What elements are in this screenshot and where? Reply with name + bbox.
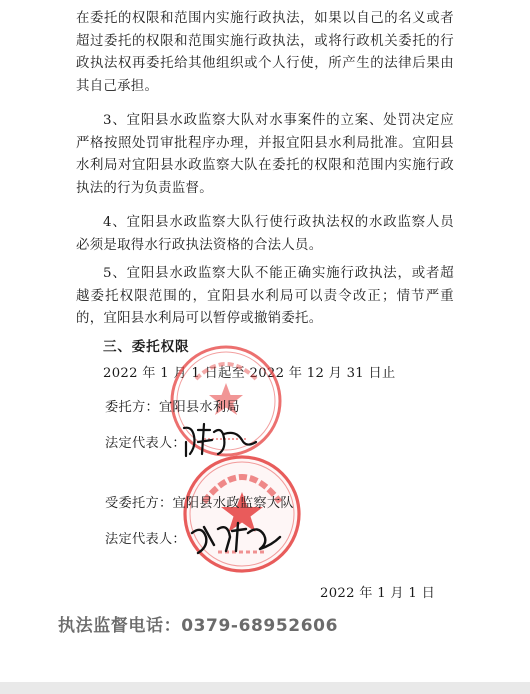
paragraph-item-3: 3、宜阳县水政监察大队对水事案件的立案、处罚决定应严格按照处罚审批程序办理，并报宜阳县水利局批准。宜阳县水利局对宜阳县水政监察大队在委托的权限和范围内实施行政执法的行为负责监督。 [76, 113, 454, 196]
entrust-period: 2022 年 1 月 1 日起至 2022 年 12 月 31 日止 [103, 366, 396, 381]
entruster-name: 宜阳县水利局 [158, 400, 240, 415]
paragraph-item-5: 5、宜阳县水政监察大队不能正确实施行政执法，或者超越委托权限范围的，宜阳县水利局可以责令改正；情节严重的，宜阳县水利局可以暂停或撤销委托。 [76, 266, 454, 327]
entruster-row [105, 396, 240, 415]
bottom-strip [0, 682, 530, 694]
paragraph-continuation: 在委托的权限和范围内实施行政执法，如果以自己的名义或者超过委托的权限和范围实施行政执法，或将行政机关委托的行政执法权再委托给其他组织或个人行使，所产生的法律后果由其自己承担。 [76, 11, 454, 94]
entrustee-name: 宜阳县水政监察大队 [172, 496, 294, 511]
legal-rep-label-2: 法定代表人： [105, 532, 186, 547]
entrustee-label: 受委托方： [105, 496, 173, 511]
entrustee-row [105, 492, 294, 511]
section-heading: 三、委托权限 [103, 339, 190, 355]
paragraph-item-4: 4、宜阳县水政监察大队行使行政执法权的水政监察人员必须是取得水行政执法资格的合法人员。 [76, 215, 454, 253]
signature-2-icon [188, 515, 284, 559]
entruster-label: 委托方： [105, 400, 159, 415]
supervision-hotline: 执法监督电话：0379-68952606 [58, 616, 338, 636]
legal-rep-label-1: 法定代表人： [105, 436, 186, 451]
document-date: 2022 年 1 月 1 日 [320, 586, 436, 601]
